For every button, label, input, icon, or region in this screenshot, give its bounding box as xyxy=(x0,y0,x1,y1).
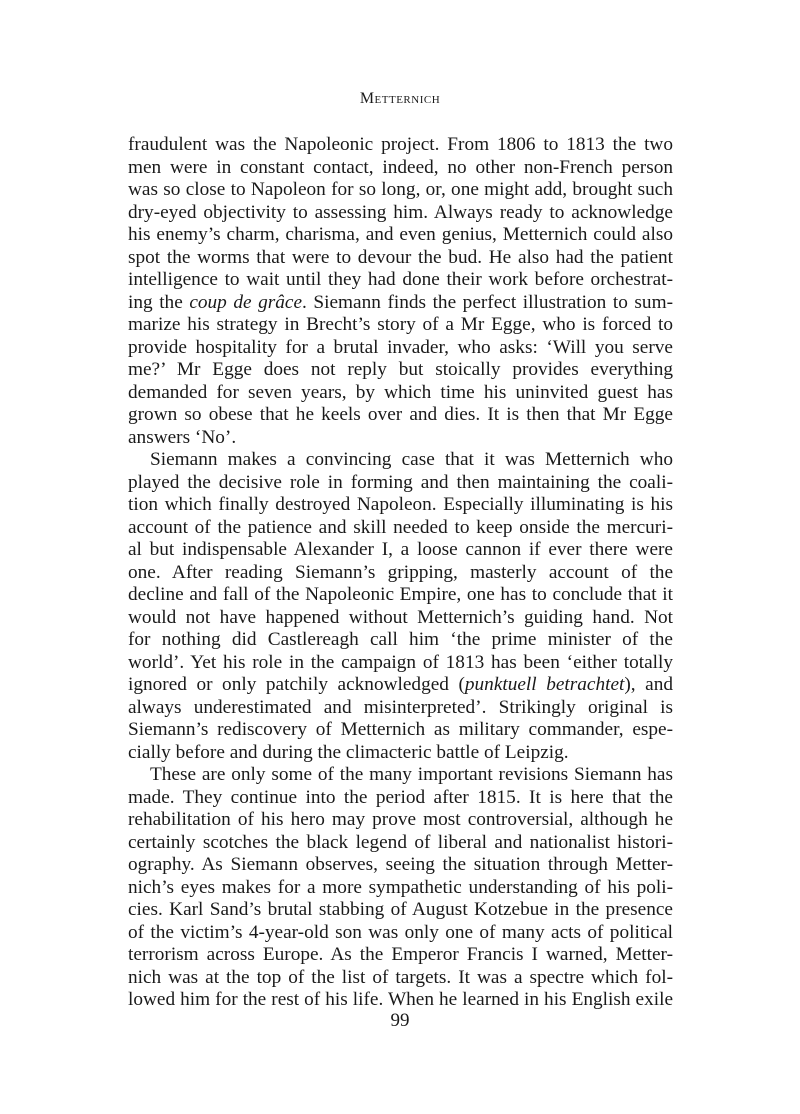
text-line: spot the worms that were to devour the bud. He also had the patient xyxy=(128,246,673,268)
running-head: Metternich xyxy=(359,90,441,107)
text-line: his enemy’s charm, charisma, and even genius, Metternich could also xyxy=(128,224,673,245)
text-line: would not have happened without Metternich’s guiding hand. Not xyxy=(128,606,673,628)
text-line: intelligence to wait until they had done their work before orchestrat- xyxy=(128,269,673,290)
paragraph xyxy=(128,134,673,449)
text-line: marize his strategy in Brecht’s story of a Mr Egge, who is forced to xyxy=(128,314,673,335)
text-line: answers ‘No’. xyxy=(128,426,237,448)
text-line: account of the patience and skill needed to keep onside the mercuri- xyxy=(128,516,673,538)
text-line: decline and fall of the Napoleonic Empire, one has to conclude that it xyxy=(128,584,673,605)
text-line: lowed him for the rest of his life. When he learned in his English exile xyxy=(128,989,673,1010)
text-line: ography. As Siemann observes, seeing the situation through Metter- xyxy=(128,854,673,875)
text-line: Siemann’s rediscovery of Metternich as military commander, espe- xyxy=(128,719,673,740)
paragraph xyxy=(128,764,673,1012)
text-line: nich was at the top of the list of targets. It was a spectre which fol- xyxy=(128,966,673,988)
text-line: ing the coup de grâce. Siemann finds the perfect illustration to sum- xyxy=(128,291,673,313)
text-line: cies. Karl Sand’s brutal stabbing of August Kotzebue in the presence xyxy=(128,899,673,920)
text-line: certainly scotches the black legend of liberal and nationalist histori- xyxy=(128,831,673,853)
text-line: terrorism across Europe. As the Emperor Francis I warned, Metter- xyxy=(128,944,673,965)
text-line: provide hospitality for a brutal invader, who asks: ‘Will you serve xyxy=(128,336,673,358)
text-line: These are only some of the many important revisions Siemann has xyxy=(150,764,673,785)
text-line: al but indispensable Alexander I, a loose cannon if ever there were xyxy=(128,539,673,560)
text-line: me?’ Mr Egge does not reply but stoically provides everything xyxy=(128,359,673,380)
text-line: world’. Yet his role in the campaign of 1813 has been ‘either totally xyxy=(128,651,673,673)
paragraph xyxy=(128,449,673,764)
text-line: nich’s eyes makes for a more sympathetic understanding of his poli- xyxy=(128,876,673,898)
text-line: ignored or only patchily acknowledged (punktuell betrachtet), and xyxy=(128,674,674,695)
text-line: rehabilitation of his hero may prove most controversial, although he xyxy=(128,809,673,830)
text-line: for nothing did Castlereagh call him ‘the prime minister of the xyxy=(128,629,673,650)
text-line: grown so obese that he keels over and dies. It is then that Mr Egge xyxy=(128,404,673,425)
text-line: of the victim’s 4-year-old son was only one of many acts of political xyxy=(128,921,673,943)
text-line: dry-eyed objectivity to assessing him. Always ready to acknowledge xyxy=(128,201,673,223)
text-line: tion which finally destroyed Napoleon. Especially illuminating is his xyxy=(128,494,673,515)
text-line: fraudulent was the Napoleonic project. From 1806 to 1813 the two xyxy=(128,134,673,155)
text-line: Siemann makes a convincing case that it was Metternich who xyxy=(150,449,673,470)
text-line: played the decisive role in forming and then maintaining the coali- xyxy=(128,471,673,493)
body-text xyxy=(128,134,673,1012)
text-line: was so close to Napoleon for so long, or, one might add, brought such xyxy=(128,179,673,200)
text-line: one. After reading Siemann’s gripping, masterly account of the xyxy=(128,561,673,583)
text-line: demanded for seven years, by which time his uninvited guest has xyxy=(128,381,673,403)
text-line: always underestimated and misinterpreted’. Strikingly original is xyxy=(128,696,673,718)
text-line: made. They continue into the period after 1815. It is here that the xyxy=(128,786,673,808)
page-number: 99 xyxy=(390,1010,410,1031)
text-line: cially before and during the climacteric battle of Leipzig. xyxy=(128,741,569,763)
text-line: men were in constant contact, indeed, no other non-French person xyxy=(128,156,673,178)
